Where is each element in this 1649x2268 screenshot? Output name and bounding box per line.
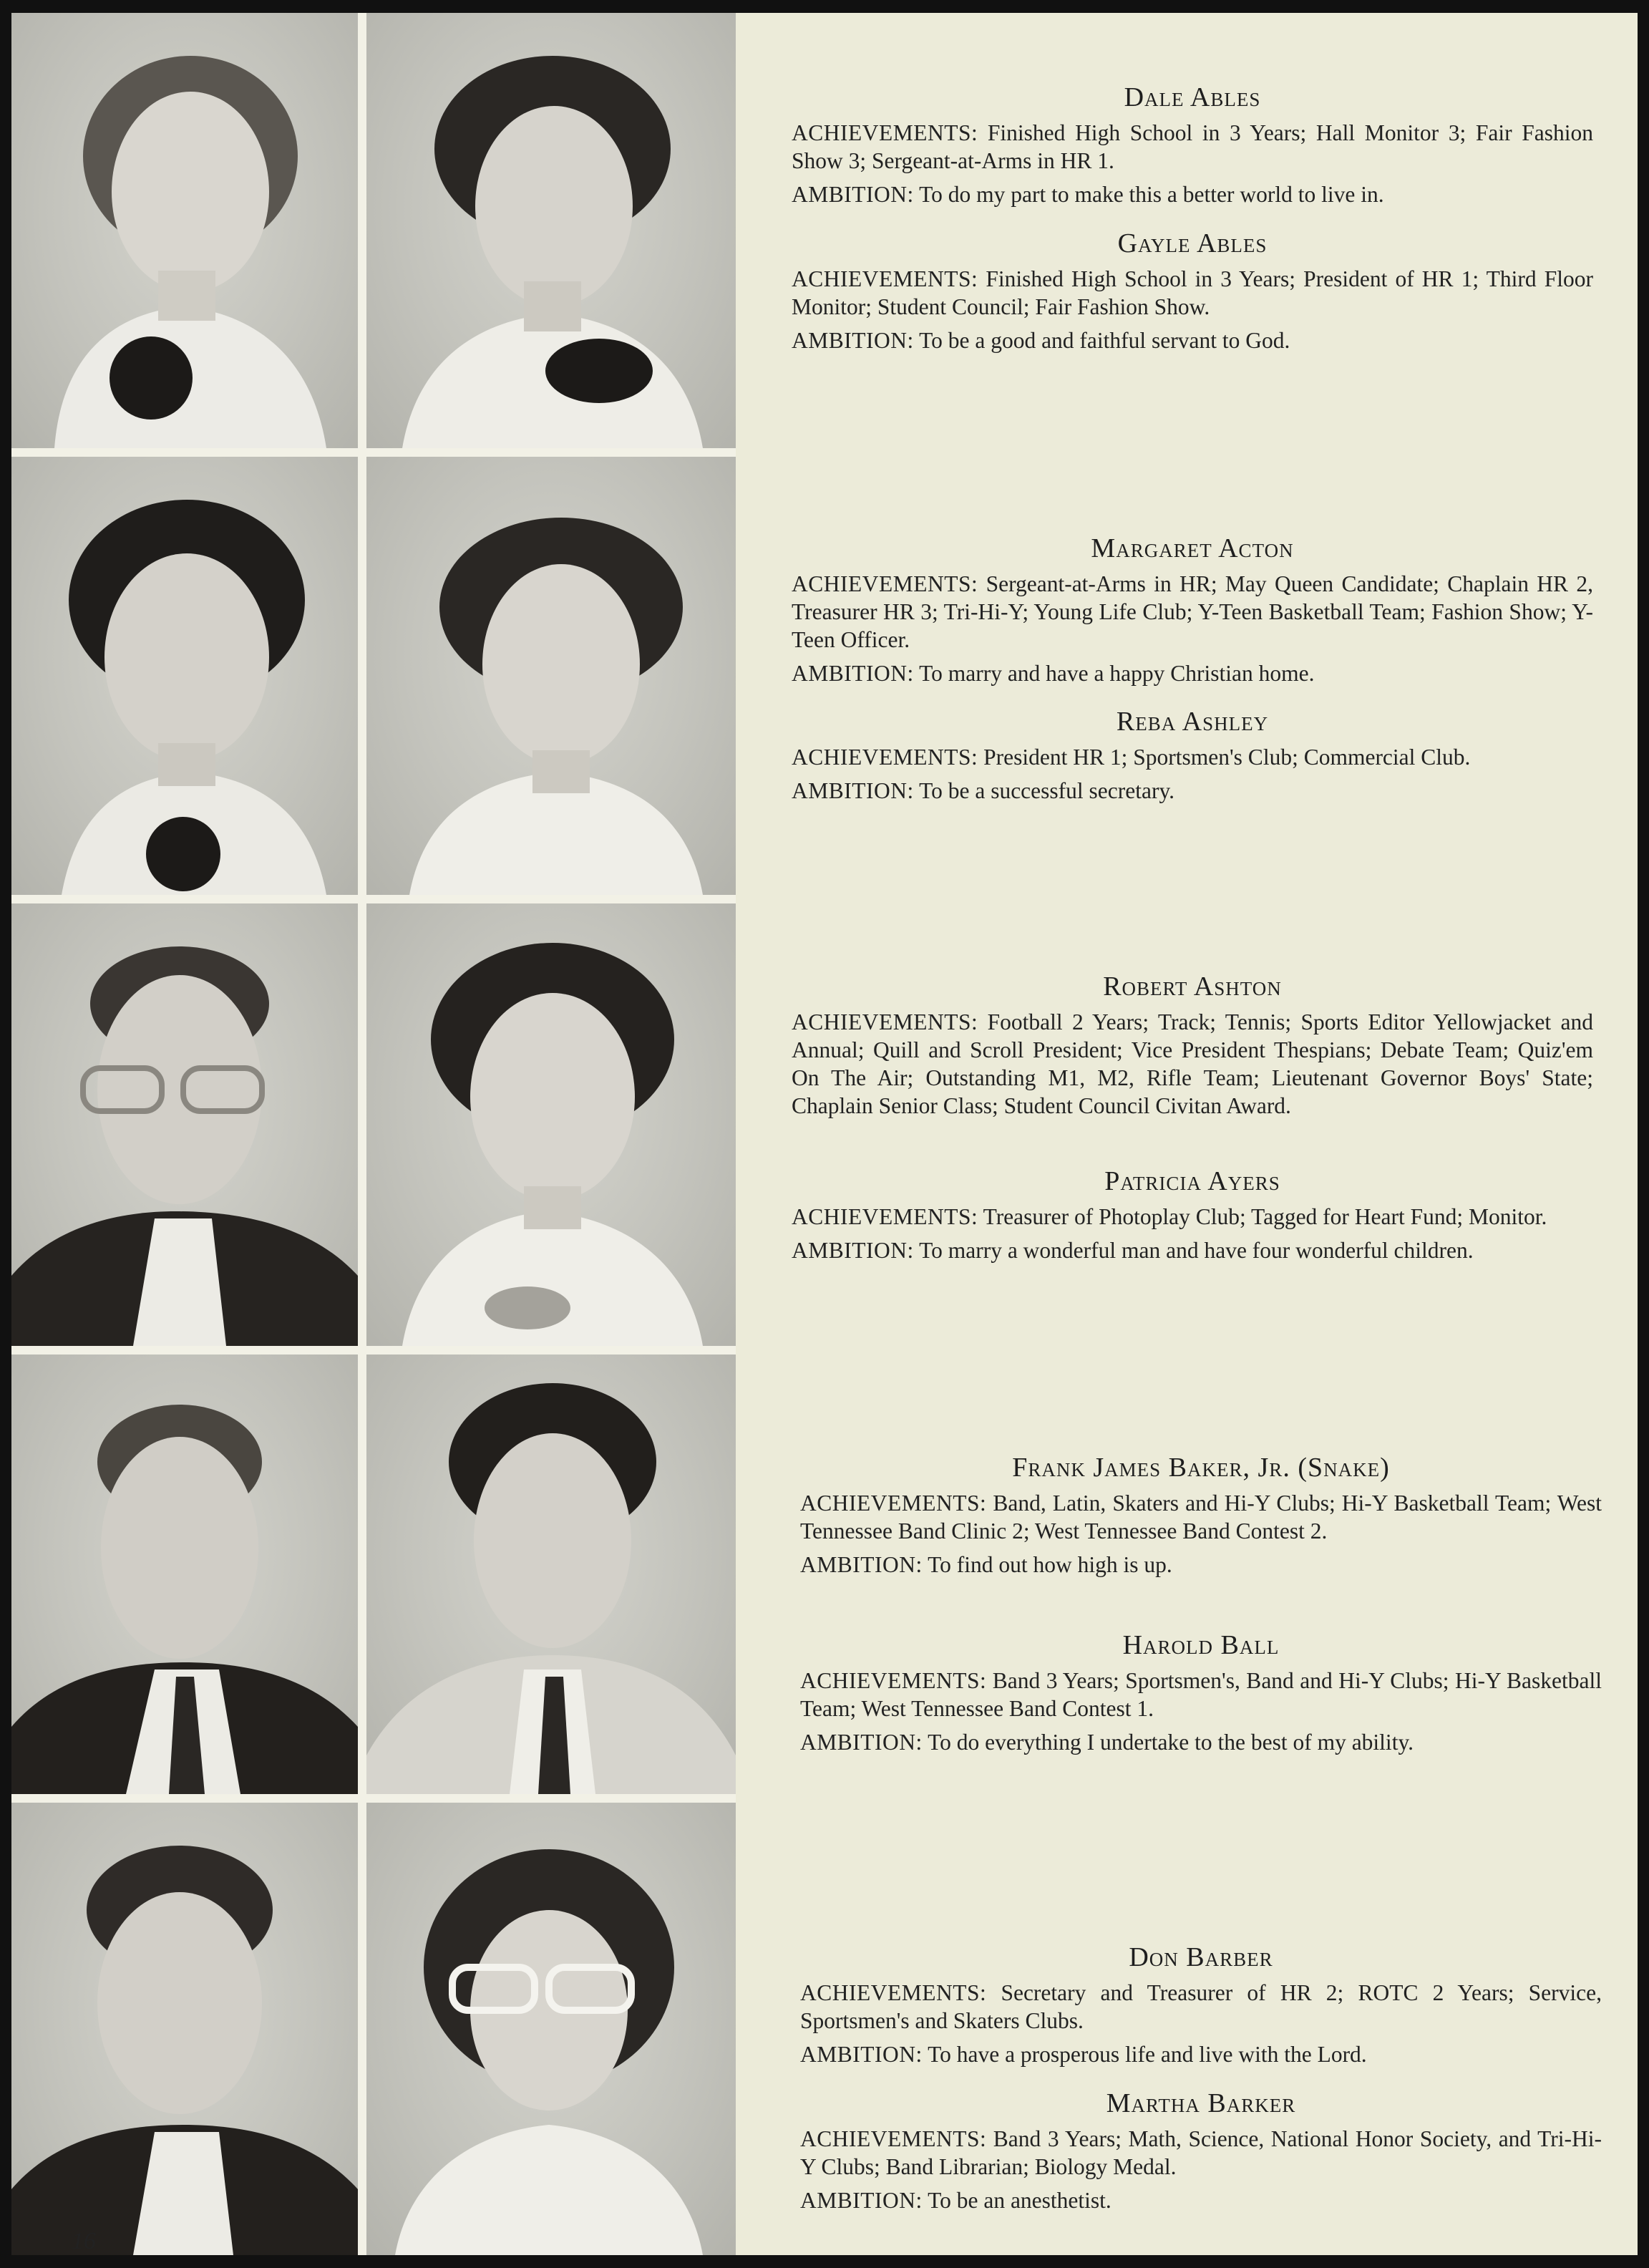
portrait-image <box>366 457 736 895</box>
ambition <box>792 777 1593 805</box>
achievements <box>792 1008 1593 1120</box>
portrait-harold-ball <box>366 1354 736 1794</box>
ambition <box>792 1236 1593 1264</box>
ambition-label: AMBITION: <box>792 1238 914 1263</box>
portrait-patricia-ayers <box>366 903 736 1346</box>
achievements-text: Football 2 Years; Track; Tennis; Sports Editor Yellowjacket and Annual; Quill and Scroll President; Vice President Thespians; Debate Team; Quiz'em On The Air; Outstanding M1, M2, Rifle Team; Lieutenant Governor Boys' State; Chaplain Senior Class; Student Council Civitan Award. <box>792 1009 1593 1118</box>
ambition-text: To find out how high is up. <box>928 1552 1172 1577</box>
portrait-image <box>11 1803 358 2255</box>
portrait-don-barber <box>11 1803 358 2255</box>
achievements <box>792 1203 1593 1231</box>
student-name: Dale Ables <box>1124 82 1261 112</box>
achievements <box>800 1979 1602 2035</box>
student-entry <box>792 533 1593 693</box>
student-name: Robert Ashton <box>1103 971 1282 1002</box>
achievements-label: ACHIEVEMENTS: <box>800 1491 987 1516</box>
student-entry <box>792 82 1593 214</box>
portrait-image <box>366 13 736 448</box>
student-name: Reba Ashley <box>1116 707 1269 737</box>
ambition-label: AMBITION: <box>800 1730 923 1755</box>
ambition-label: AMBITION: <box>792 182 914 207</box>
achievements <box>800 1489 1602 1545</box>
achievements-label: ACHIEVEMENTS: <box>792 571 978 596</box>
ambition-label: AMBITION: <box>792 661 914 686</box>
achievements-text: Secretary and Treasurer of HR 2; ROTC 2 Years; Service, Sportsmen's and Skaters Clubs. <box>800 1980 1602 2033</box>
portrait-image <box>11 457 358 895</box>
achievements <box>800 2125 1602 2181</box>
portrait-frank-james-baker-jr <box>11 1354 358 1794</box>
portrait-robert-ashton <box>11 903 358 1346</box>
ambition-text: To be a successful secretary. <box>919 778 1175 803</box>
ambition <box>800 2186 1602 2214</box>
portrait-image <box>11 903 358 1346</box>
ambition <box>800 1728 1602 1756</box>
ambition-text: To do everything I undertake to the best of my ability. <box>928 1730 1414 1755</box>
student-name: Patricia Ayers <box>1104 1166 1280 1196</box>
ambition-text: To have a prosperous life and live with the Lord. <box>928 2042 1367 2067</box>
student-name: Martha Barker <box>1106 2088 1296 2118</box>
achievements <box>792 119 1593 175</box>
portrait-image <box>366 903 736 1346</box>
achievements-label: ACHIEVEMENTS: <box>792 1009 978 1034</box>
yearbook-page <box>11 13 1638 2255</box>
portrait-gayle-ables <box>366 13 736 448</box>
student-entry <box>800 2088 1602 2220</box>
achievements-text: Finished High School in 3 Years; Hall Monitor 3; Fair Fashion Show 3; Sergeant-at-Arms in HR 1. <box>792 120 1593 173</box>
ambition <box>792 180 1593 208</box>
student-entry <box>792 1166 1593 1270</box>
portrait-image <box>11 1354 358 1794</box>
ambition-label: AMBITION: <box>792 778 914 803</box>
ambition-label: AMBITION: <box>800 1552 923 1577</box>
student-entry <box>800 1942 1602 2074</box>
portrait-image <box>366 1354 736 1794</box>
achievements-text: Treasurer of Photoplay Club; Tagged for Heart Fund; Monitor. <box>983 1204 1547 1229</box>
student-name: Gayle Ables <box>1117 228 1268 258</box>
portrait-image <box>11 13 358 448</box>
ambition-text: To marry a wonderful man and have four wonderful children. <box>919 1238 1474 1263</box>
portrait-column <box>11 13 736 2255</box>
ambition-text: To do my part to make this a better world to live in. <box>919 182 1384 207</box>
student-entry <box>792 971 1593 1125</box>
achievements <box>792 743 1593 771</box>
student-entry <box>800 1452 1602 1584</box>
ambition-text: To marry and have a happy Christian home. <box>919 661 1315 686</box>
portrait-margaret-acton <box>11 457 358 895</box>
achievements <box>792 570 1593 654</box>
achievements <box>792 265 1593 321</box>
achievements-label: ACHIEVEMENTS: <box>792 745 978 770</box>
achievements-text: Finished High School in 3 Years; President of HR 1; Third Floor Monitor; Student Council; Fair Fashion Show. <box>792 266 1594 319</box>
ambition-text: To be an anesthetist. <box>928 2188 1112 2213</box>
ambition <box>800 1551 1602 1579</box>
achievements-label: ACHIEVEMENTS: <box>792 1204 978 1229</box>
ambition-label: AMBITION: <box>792 328 914 353</box>
portrait-reba-ashley <box>366 457 736 895</box>
student-entry <box>792 706 1593 810</box>
student-entry <box>792 228 1593 360</box>
ambition-label: AMBITION: <box>800 2042 923 2067</box>
ambition <box>792 659 1593 687</box>
ambition-text: To be a good and faithful servant to God. <box>919 328 1290 353</box>
portrait-image <box>366 1803 736 2255</box>
portrait-dale-ables <box>11 13 358 448</box>
achievements-label: ACHIEVEMENTS: <box>800 1980 987 2005</box>
student-name: Margaret Acton <box>1091 533 1294 563</box>
achievements-label: ACHIEVEMENTS: <box>792 266 978 291</box>
portrait-martha-barker <box>366 1803 736 2255</box>
ambition <box>800 2040 1602 2068</box>
achievements-text: Band 3 Years; Sportsmen's, Band and Hi-Y Clubs; Hi-Y Basketball Team; West Tennessee Band Contest 1. <box>800 1668 1602 1721</box>
achievements-label: ACHIEVEMENTS: <box>792 120 978 145</box>
ambition-label: AMBITION: <box>800 2188 923 2213</box>
achievements-label: ACHIEVEMENTS: <box>800 1668 987 1693</box>
student-name: Harold Ball <box>1122 1630 1280 1660</box>
student-name: Don Barber <box>1129 1942 1273 1972</box>
student-entry <box>800 1629 1602 1762</box>
achievements-text: Band 3 Years; Math, Science, National Honor Society, and Tri-Hi-Y Clubs; Band Librarian; Biology Medal. <box>800 2126 1602 2179</box>
achievements-text: Band, Latin, Skaters and Hi-Y Clubs; Hi-Y Basketball Team; West Tennessee Band Clinic 2; West Tennessee Band Contest 2. <box>800 1491 1602 1544</box>
achievements-text: President HR 1; Sportsmen's Club; Commercial Club. <box>983 745 1471 770</box>
achievements <box>800 1667 1602 1722</box>
student-name: Frank James Baker, Jr. (Snake) <box>1012 1453 1390 1483</box>
achievements-text: Sergeant-at-Arms in HR; May Queen Candidate; Chaplain HR 2, Treasurer HR 3; Tri-Hi-Y; Young Life Club; Y-Teen Basketball Team; Fashion Show; Y-Teen Officer. <box>792 571 1593 652</box>
achievements-label: ACHIEVEMENTS: <box>800 2126 987 2151</box>
page-number: 16 <box>72 2228 96 2254</box>
ambition <box>792 326 1593 354</box>
